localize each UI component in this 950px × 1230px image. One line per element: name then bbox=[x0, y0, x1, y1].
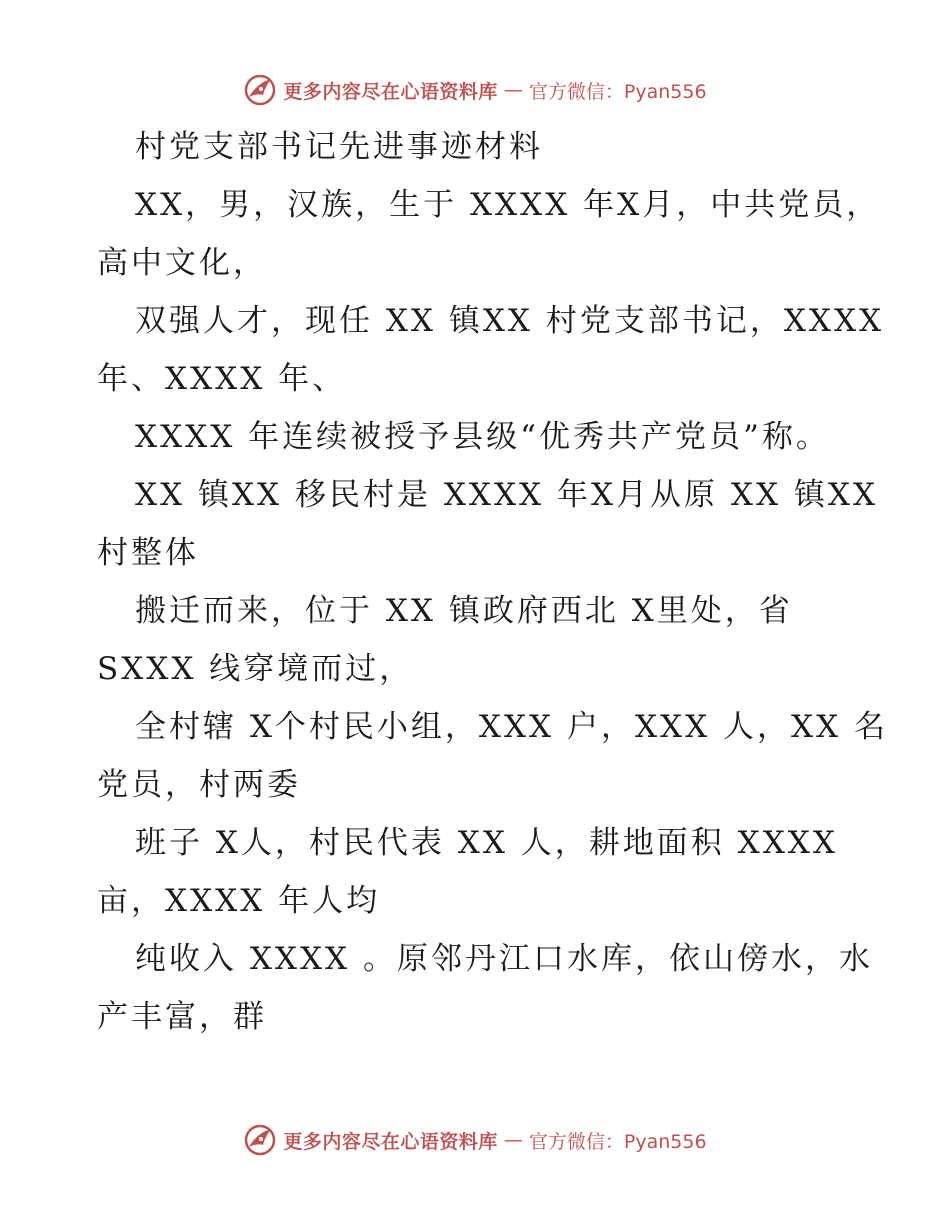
doc-line: 纯收入 XXXX 。原邻丹江口水库，依山傍水，水 bbox=[135, 941, 873, 977]
header-banner bbox=[0, 70, 950, 110]
banner-separator: — bbox=[503, 79, 523, 101]
footer-banner-inner bbox=[243, 1123, 706, 1157]
banner-contact: 官方微信：Pyan556 bbox=[528, 1130, 707, 1153]
pen-nib-logo-icon bbox=[243, 1123, 277, 1157]
footer-banner bbox=[0, 1120, 950, 1160]
doc-line: XX 镇XX 移民村是 XXXX 年X月从原 XX 镇XX bbox=[135, 477, 879, 513]
banner-title: 更多内容尽在心语资料库 bbox=[283, 80, 498, 103]
banner-contact: 官方微信：Pyan556 bbox=[528, 80, 707, 103]
doc-line: 全村辖 X个村民小组，XXX 户，XXX 人，XX 名 bbox=[135, 709, 889, 745]
doc-line: 班子 X人，村民代表 XX 人，耕地面积 XXXX bbox=[135, 825, 838, 861]
doc-line: 村整体 bbox=[97, 535, 199, 571]
banner-title: 更多内容尽在心语资料库 bbox=[283, 1130, 498, 1153]
doc-line: 亩，XXXX 年人均 bbox=[97, 883, 381, 919]
doc-line: XXXX 年连续被授予县级“优秀共产党员”称。 bbox=[135, 419, 830, 455]
header-banner-inner bbox=[243, 73, 706, 107]
doc-line: 产丰富，群 bbox=[97, 999, 267, 1035]
doc-line: 党员，村两委 bbox=[97, 767, 301, 803]
doc-line: SXXX 线穿境而过， bbox=[97, 651, 414, 687]
doc-line: 双强人才，现任 XX 镇XX 村党支部书记，XXXX bbox=[135, 303, 885, 339]
doc-line: 年、XXXX 年、 bbox=[97, 361, 347, 397]
banner-separator: — bbox=[503, 1129, 523, 1151]
doc-line: 高中文化， bbox=[97, 245, 267, 281]
doc-title: 村党支部书记先进事迹材料 bbox=[135, 129, 543, 165]
doc-line: XX，男，汉族，生于 XXXX 年X月，中共党员， bbox=[135, 187, 881, 223]
doc-line: 搬迁而来，位于 XX 镇政府西北 X里处，省 bbox=[135, 593, 793, 629]
pen-nib-logo-icon bbox=[243, 73, 277, 107]
